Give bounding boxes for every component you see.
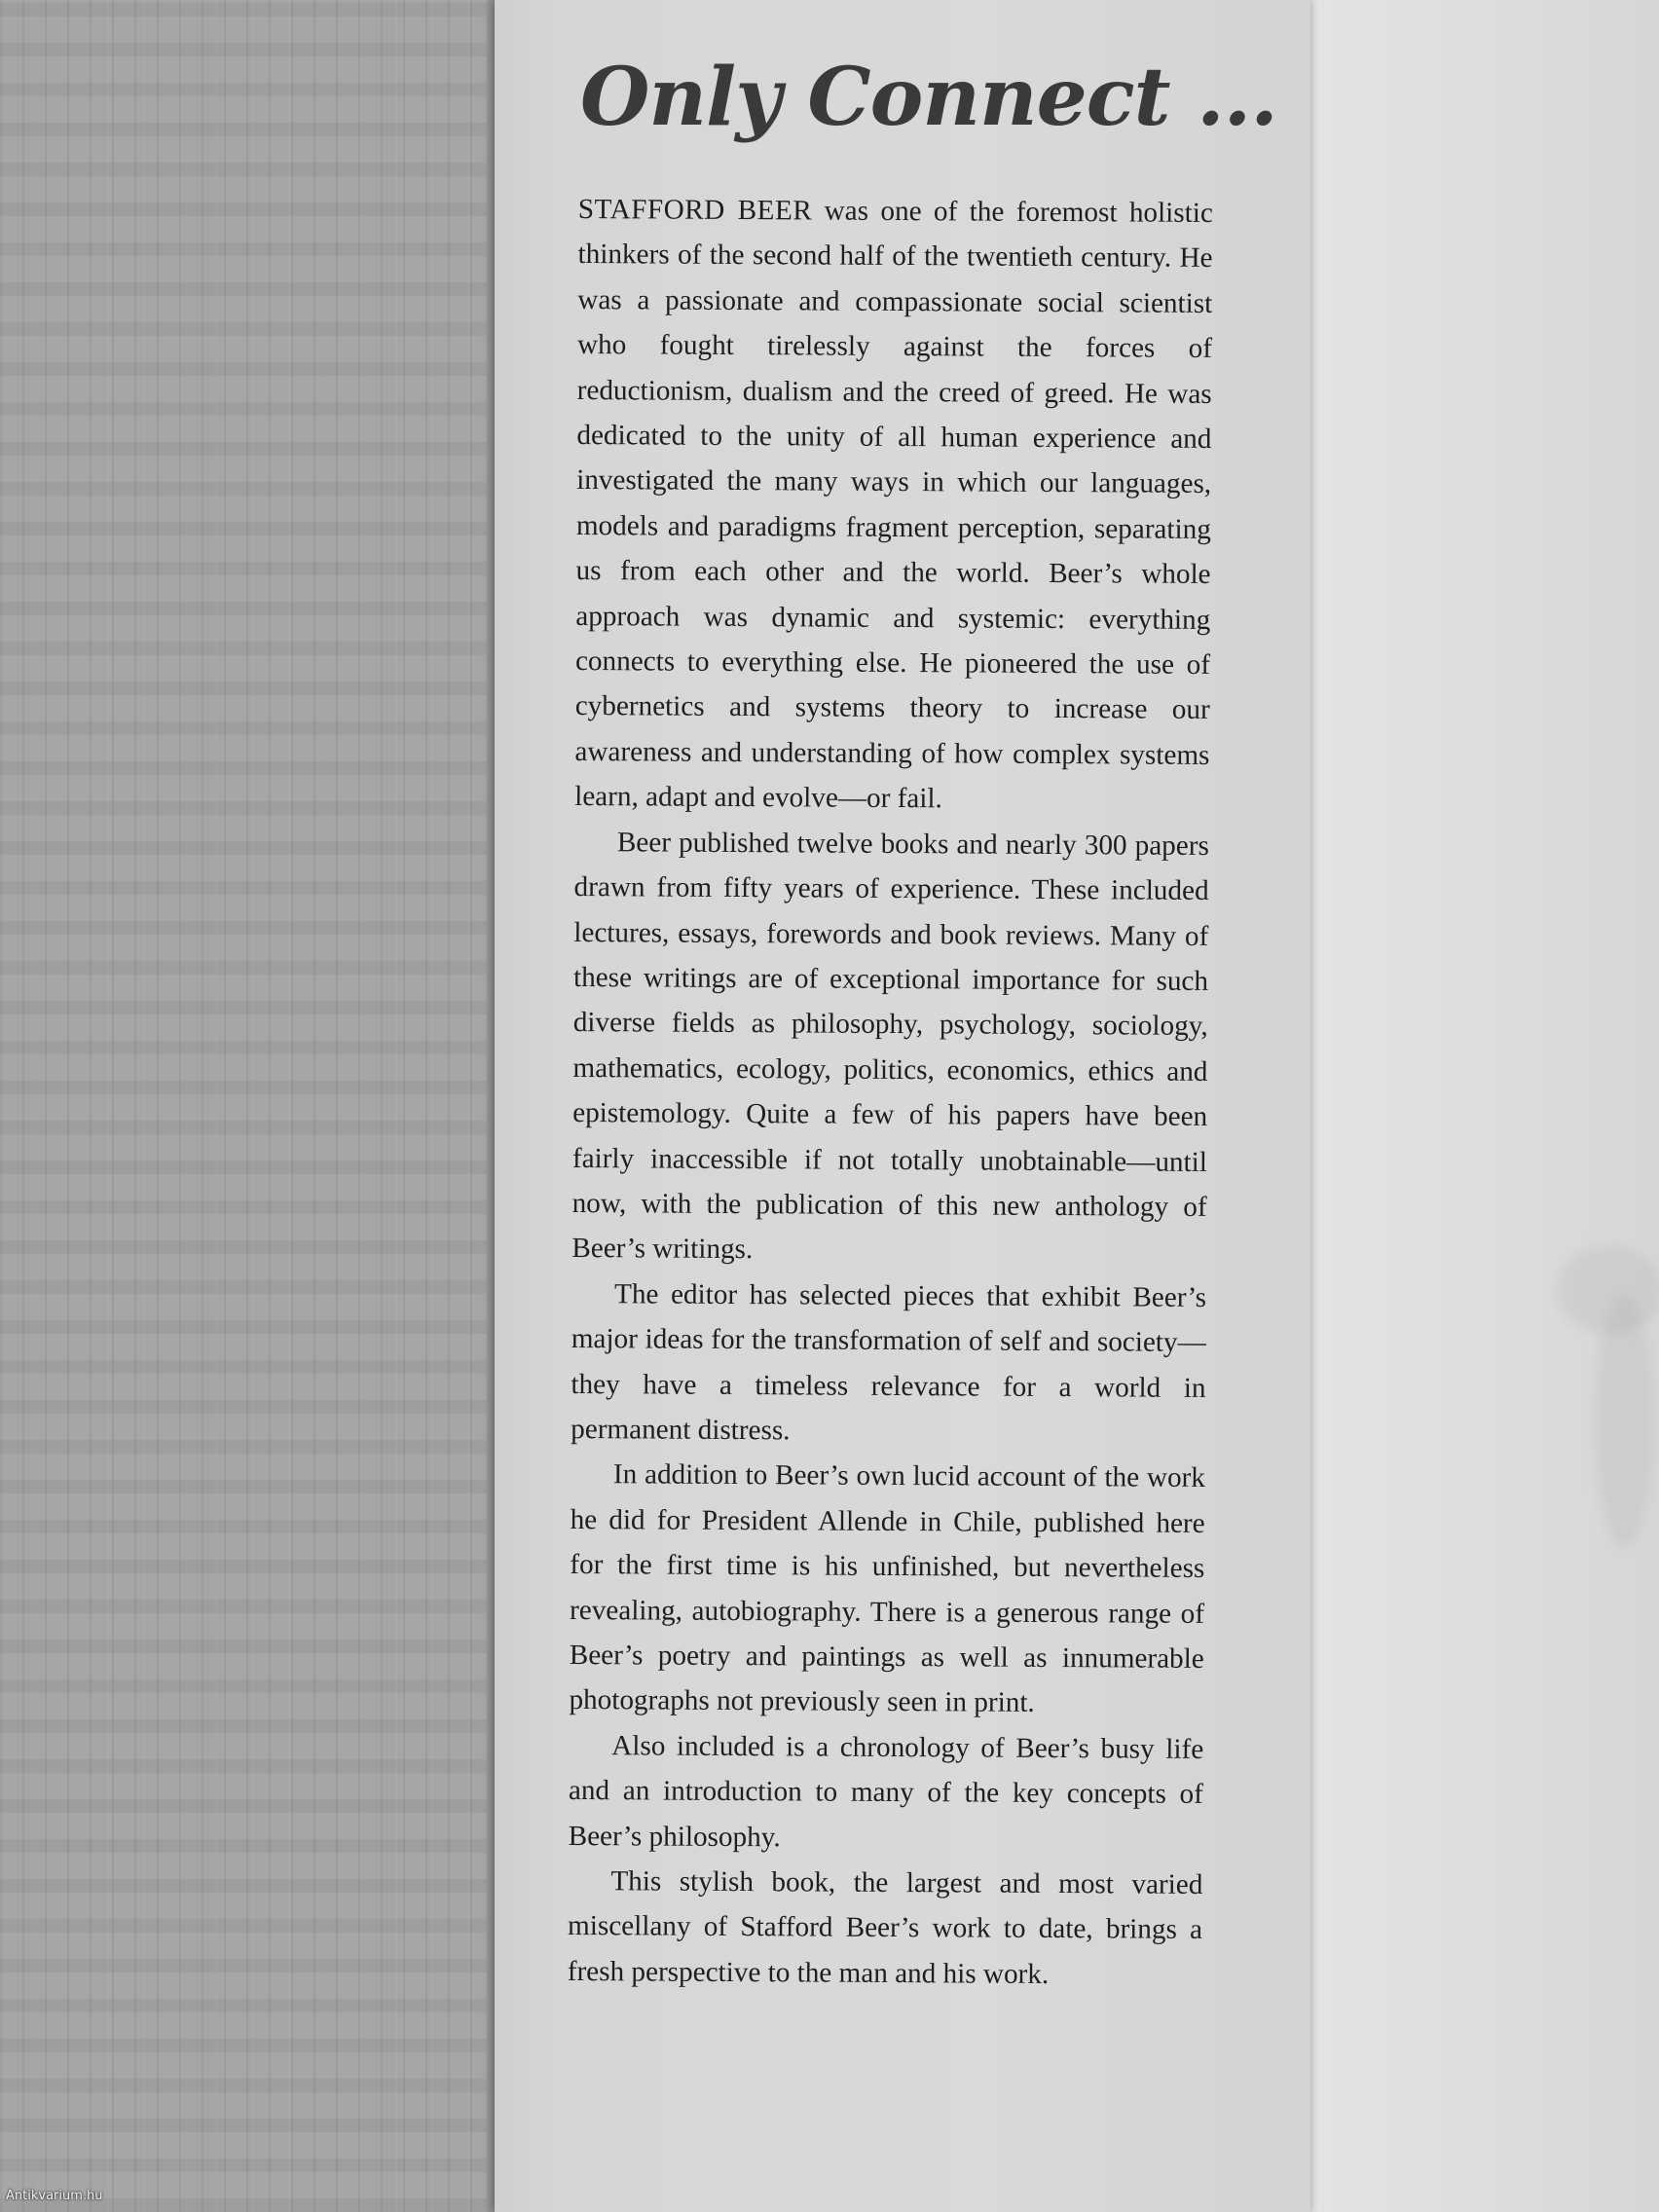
- paragraph-1-text: was one of the foremost holistic thinkers of the second half of the twentieth century. He was a passionate and compassionate social scientist who fought tirelessly against the forces of reductionism, dualism and the creed of greed. He was dedicated to the unity of all human experience and investigated the many ways in which our languages, models and paradigms fragment perception, separating us from each other and the world. Beer’s whole approach was dynamic and systemic: everything connects to everything else. He pioneered the use of cybernetics and systems theory to increase our awareness and understanding of how complex systems learn, adapt and evolve—or fail.: [574, 195, 1213, 815]
- smudge-mark: [1595, 1295, 1653, 1548]
- paragraph-2: Beer published twelve books and nearly 300 papers drawn from fifty years of experience. These included lectures, essays, forewords and book reviews. Many of these writings are of exceptional importance for such diverse fields as philosophy, psychology, sociology, mathematics, ecology, politics, economics, ethics and epistemology. Quite a few of his papers have been fairly inaccessible if not totally unobtainable—until now, with the publication of this new anthology of Beer’s writings.: [571, 826, 1209, 1266]
- background-sheet: [1303, 0, 1659, 2212]
- paragraph-4: In addition to Beer’s own lucid account of the work he did for President Allende in Chile, published here for the first time is his unfinished, but nevertheless revealing, autobiography. There is a generous range of Beer’s poetry and paintings as well as innumerable photographs not previously seen in print.: [569, 1458, 1206, 1719]
- wooden-surface: [0, 0, 506, 2212]
- flap-body-text: [568, 187, 1213, 1998]
- paragraph-5: Also included is a chronology of Beer’s busy life and an introduction to many of the key concepts of Beer’s philosophy.: [568, 1730, 1204, 1853]
- paragraph-3: The editor has selected pieces that exhibit Beer’s major ideas for the transformation of self and society—they have a timeless relevance for a world in permanent distress.: [571, 1277, 1207, 1447]
- paragraph-6: This stylish book, the largest and most varied miscellany of Stafford Beer’s work to date, brings a fresh perspective to the man and his work.: [567, 1865, 1203, 1990]
- flap-heading: Only Connect ...: [580, 51, 1277, 144]
- lead-caps: STAFFORD BEER: [577, 193, 813, 227]
- paragraph-1: [574, 187, 1213, 824]
- watermark: Antikvarium.hu: [6, 2189, 103, 2203]
